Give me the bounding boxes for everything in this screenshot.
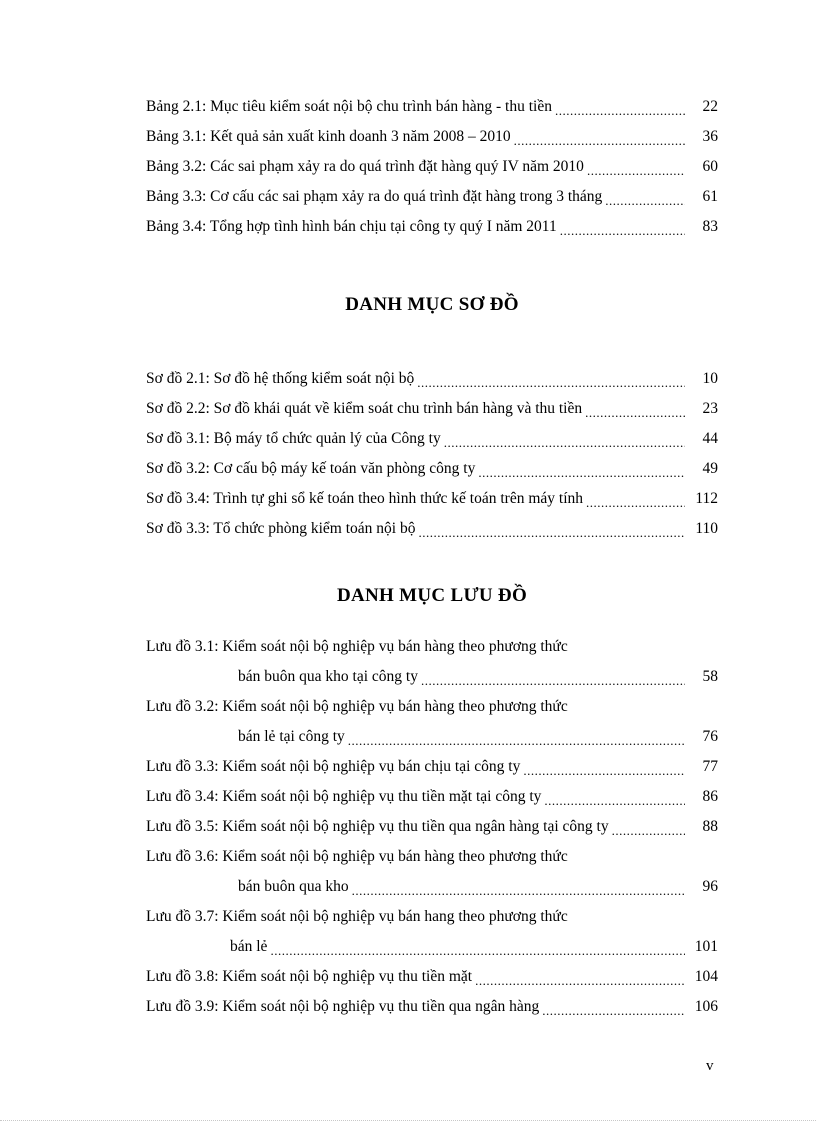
entry-label: Sơ đồ 3.3: Tổ chức phòng kiểm toán nội bộ [146,520,416,537]
diagram-list [146,364,718,544]
toc-entry-line1[interactable] [146,632,718,662]
toc-entry[interactable] [146,122,718,152]
entry-label: Lưu đồ 3.1: Kiểm soát nội bộ nghiệp vụ bán hàng theo phương thức [146,638,568,655]
entry-page: 83 [702,218,718,235]
toc-entry-line2[interactable] [146,722,718,752]
entry-page: 112 [695,490,718,507]
entry-page: 76 [702,728,718,745]
entry-label: Lưu đồ 3.8: Kiểm soát nội bộ nghiệp vụ thu tiền mặt [146,968,473,985]
table-list [146,92,718,242]
entry-page: 22 [702,98,718,115]
entry-page: 44 [702,430,718,447]
entry-label: Bảng 3.3: Cơ cấu các sai phạm xảy ra do quá trình đặt hàng trong 3 tháng [146,188,603,205]
toc-entry[interactable] [146,364,718,394]
entry-page: 101 [694,938,718,955]
toc-entry-line1[interactable] [146,692,718,722]
toc-entry[interactable] [146,182,718,212]
entry-label: Bảng 2.1: Mục tiêu kiểm soát nội bộ chu trình bán hàng - thu tiền [146,98,552,115]
entry-page: 23 [702,400,718,417]
entry-page: 96 [702,878,718,895]
toc-entry-line2[interactable] [146,662,718,692]
entry-label-cont: bán lẻ [230,938,268,955]
toc-entry[interactable] [146,484,718,514]
entry-label: Lưu đồ 3.7: Kiểm soát nội bộ nghiệp vụ bán hang theo phương thức [146,908,568,925]
entry-page: 10 [702,370,718,387]
toc-entry[interactable] [146,992,718,1022]
entry-page: 77 [702,758,718,775]
flowchart-list [146,632,718,1022]
toc-entry[interactable] [146,752,718,782]
toc-entry[interactable] [146,212,718,242]
page-number: v [706,1058,714,1074]
toc-entry[interactable] [146,92,718,122]
entry-page: 88 [702,818,718,835]
toc-entry[interactable] [146,152,718,182]
entry-label-cont: bán buôn qua kho [238,878,349,895]
entry-label: Bảng 3.1: Kết quả sản xuất kinh doanh 3 năm 2008 – 2010 [146,128,511,145]
toc-entry-line1[interactable] [146,902,718,932]
toc-entry-line2[interactable] [146,872,718,902]
page-bottom-divider [0,1120,816,1121]
entry-label-cont: bán buôn qua kho tại công ty [238,668,418,685]
toc-entry[interactable] [146,782,718,812]
entry-label: Sơ đồ 3.4: Trình tự ghi sổ kế toán theo hình thức kế toán trên máy tính [146,490,584,507]
entry-page: 36 [702,128,718,145]
entry-page: 58 [702,668,718,685]
entry-label: Lưu đồ 3.4: Kiểm soát nội bộ nghiệp vụ thu tiền mặt tại công ty [146,788,542,805]
toc-entry[interactable] [146,424,718,454]
entry-page: 86 [702,788,718,805]
flowcharts-heading: DANH MỤC LƯU ĐỒ [336,585,528,606]
toc-entry-line1[interactable] [146,842,718,872]
entry-page: 49 [702,460,718,477]
entry-label: Sơ đồ 3.1: Bộ máy tổ chức quản lý của Công ty [146,430,441,447]
diagrams-heading: DANH MỤC SƠ ĐỒ [345,294,519,315]
entry-label: Bảng 3.2: Các sai phạm xảy ra do quá trình đặt hàng quý IV năm 2010 [146,158,584,175]
entry-page: 104 [694,968,718,985]
entry-label: Lưu đồ 3.2: Kiểm soát nội bộ nghiệp vụ bán hàng theo phương thức [146,698,568,715]
entry-page: 106 [694,998,718,1015]
toc-entry[interactable] [146,962,718,992]
entry-label: Sơ đồ 2.2: Sơ đồ khái quát về kiểm soát chu trình bán hàng và thu tiền [146,400,583,417]
toc-entry[interactable] [146,514,718,544]
entry-label-cont: bán lẻ tại công ty [238,728,345,745]
toc-entry-line2[interactable] [146,932,718,962]
entry-label: Lưu đồ 3.6: Kiểm soát nội bộ nghiệp vụ bán hàng theo phương thức [146,848,568,865]
entry-label: Lưu đồ 3.5: Kiểm soát nội bộ nghiệp vụ thu tiền qua ngân hàng tại công ty [146,818,609,835]
entry-label: Bảng 3.4: Tổng hợp tình hình bán chịu tại công ty quý I năm 2011 [146,218,557,235]
toc-entry[interactable] [146,812,718,842]
entry-page: 110 [695,520,718,537]
toc-entry[interactable] [146,454,718,484]
toc-entry[interactable] [146,394,718,424]
entry-label: Sơ đồ 3.2: Cơ cấu bộ máy kế toán văn phòng công ty [146,460,476,477]
entry-label: Lưu đồ 3.3: Kiểm soát nội bộ nghiệp vụ bán chịu tại công ty [146,758,521,775]
entry-label: Lưu đồ 3.9: Kiểm soát nội bộ nghiệp vụ thu tiền qua ngân hàng [146,998,540,1015]
entry-page: 60 [702,158,718,175]
entry-page: 61 [702,188,718,205]
entry-label: Sơ đồ 2.1: Sơ đồ hệ thống kiểm soát nội bộ [146,370,415,387]
